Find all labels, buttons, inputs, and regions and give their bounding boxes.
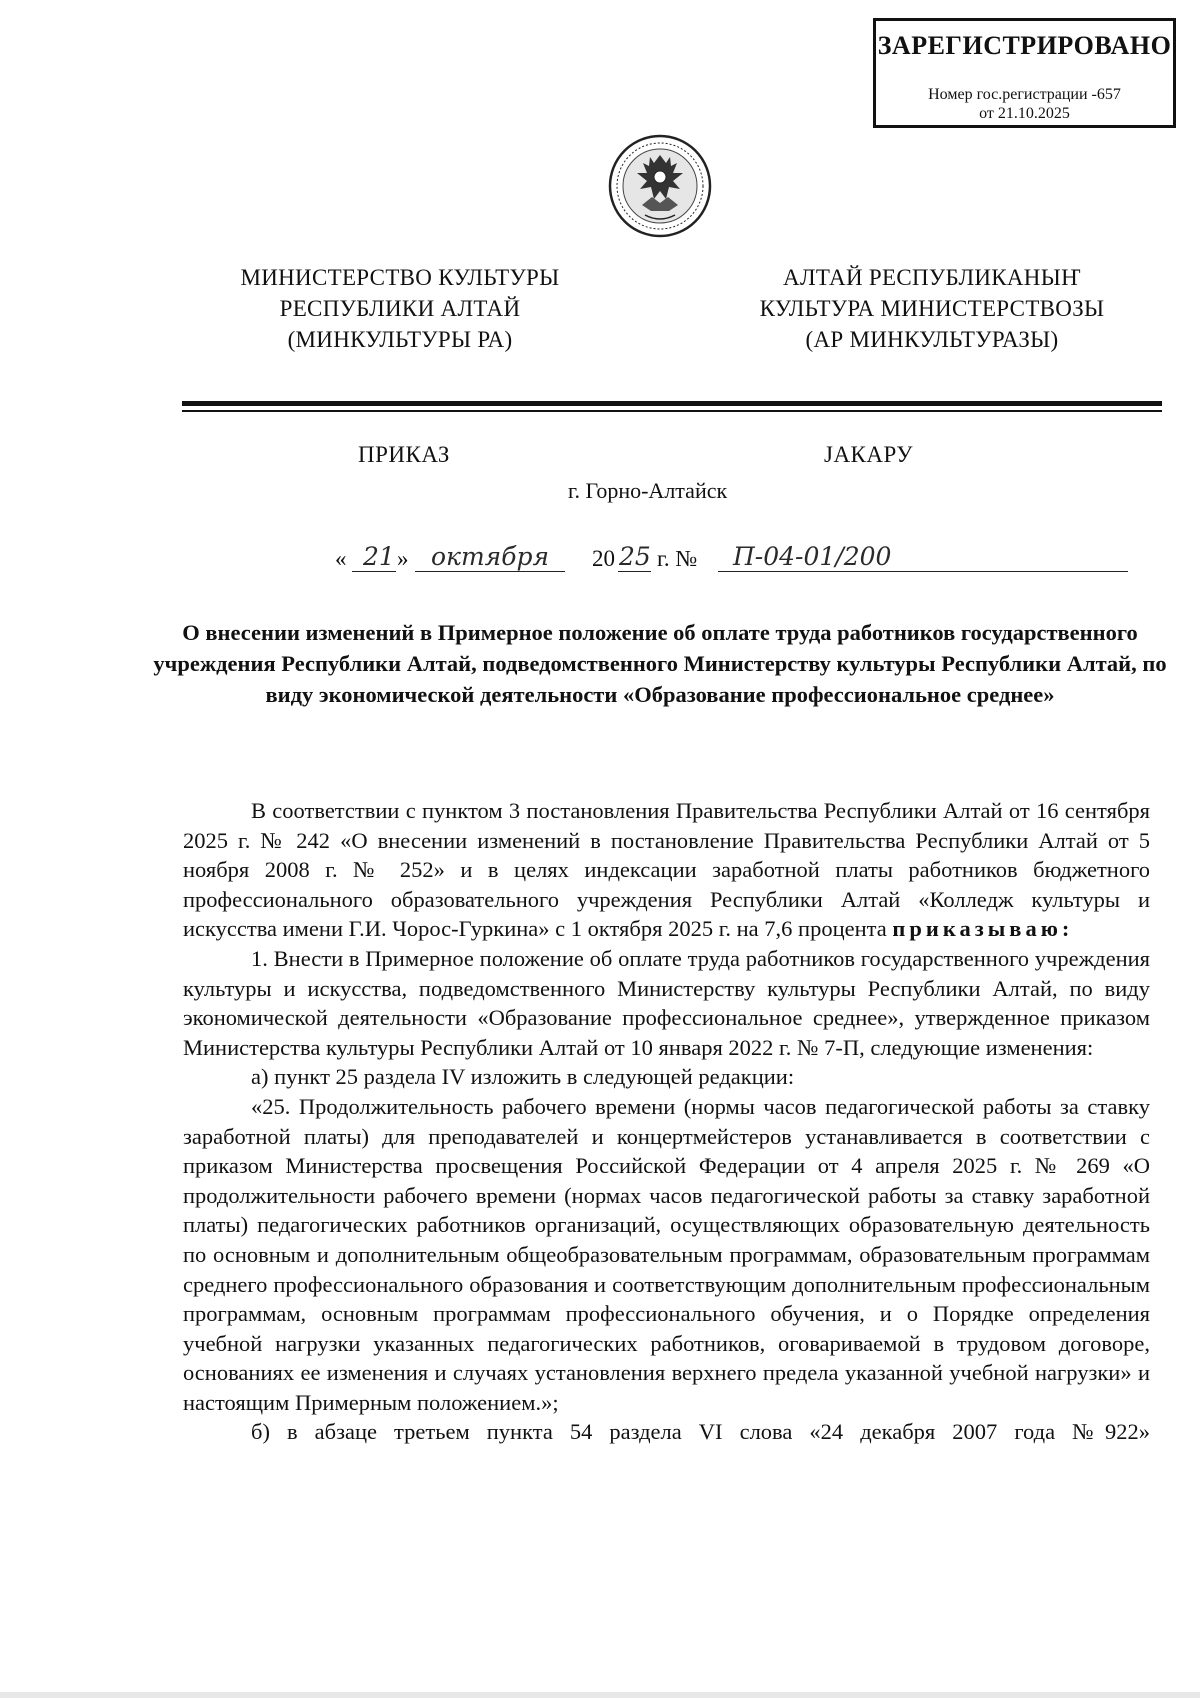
month-underline — [415, 571, 565, 572]
order-date-line — [335, 538, 1155, 578]
year-underline — [618, 571, 651, 572]
stamp-title: ЗАРЕГИСТРИРОВАНО — [877, 31, 1172, 60]
city-name: г. Горно-Алтайск — [568, 478, 728, 503]
paragraph-subitem-a: а) пункт 25 раздела IV изложить в следующей редакции: — [251, 1064, 795, 1090]
year-label: г. № — [657, 546, 698, 571]
document-body — [183, 796, 1150, 1447]
paragraph-item-1: 1. Внести в Примерное положение об оплате труда работников государственного учреждения культуры и искусства, подведомственного Министерству культуры Республики Алтай, по виду экономической деятельности «Образование профессиональное среднее», утвержденное приказом Министерства культуры Республики Алтай от 10 января 2022 г. № 7-П, следующие изменения: — [183, 945, 1150, 1060]
number-underline — [718, 571, 1128, 572]
scan-bottom-edge — [0, 1692, 1200, 1698]
ministry-alt-line-1: АЛТАЙ РЕСПУБЛИКАНЫҤ — [783, 265, 1081, 290]
ministry-name-altai — [742, 262, 1122, 355]
handwritten-month: октября — [431, 542, 550, 571]
stamp-reg-number: Номер гос.регистрации -657 — [928, 86, 1121, 103]
date-quote-close: » — [397, 546, 409, 571]
header-divider-thin — [182, 410, 1162, 412]
paragraph-preamble — [183, 796, 1150, 944]
ministry-ru-line-1: МИНИСТЕРСТВО КУЛЬТУРЫ — [240, 265, 560, 290]
paragraph-quoted-item-25: «25. Продолжительность рабочего времени (нормы часов педагогической работы за ставку заработной платы) для преподавателей и концертмейстеров устанавливается в соответствии с приказом Министерства просвещения Российской Федерации от 4 апреля 2025 г. № 269 «О продолжительности рабочего времени (нормах часов педагогической работы за ставку заработной платы) педагогических работников организаций, осуществляющих образовательную деятельность по основным и дополнительным общеобразовательным программам, образовательным программам среднего профессионального образования и соответствующим дополнительным профессиональным программам, основным программам профессионального обучения, и о Порядке определения учебной нагрузки указанных педагогических работников, оговариваемой в трудовом договоре, основаниях ее изменения и случаях установления верхнего предела указанной учебной нагрузки» и настоящим Примерным положением.»; — [183, 1093, 1150, 1415]
registration-stamp — [873, 18, 1176, 128]
order-directive: приказываю: — [892, 916, 1074, 942]
coat-of-arms-emblem — [607, 133, 713, 239]
stamp-reg-date: от 21.10.2025 — [979, 105, 1070, 122]
ministry-name-russian — [190, 262, 610, 355]
document-title: О внесении изменений в Примерное положение об оплате труда работников государственного учреждения Республики Алтай, подведомственного Министерству культуры Республики Алтай, по виду экономической деятельности «Образование профессиональное среднее» — [153, 620, 1167, 707]
header-divider-thick — [182, 401, 1162, 406]
ministry-alt-line-3: (АР МИНКУЛЬТУРАЗЫ) — [805, 327, 1059, 352]
day-underline — [352, 571, 396, 572]
order-word-altai: ЈАКАРУ — [824, 442, 914, 467]
ministry-alt-line-2: КУЛЬТУРА МИНИСТЕРСТВОЗЫ — [759, 296, 1105, 321]
ministry-ru-line-2: РЕСПУБЛИКИ АЛТАЙ — [279, 296, 521, 321]
handwritten-year: 25 — [619, 542, 651, 571]
year-prefix: 20 — [592, 546, 615, 571]
preamble-text: В соответствии с пунктом 3 постановления Правительства Республики Алтай от 16 сентября 2025 г. № 242 «О внесении изменений в постановление Правительства Республики Алтай от 5 ноября 2008 г. № 252» и в целях индексации заработной платы работников бюджетного профессионального образовательного учреждения Республики Алтай «Колледж культуры и искусства имени Г.И. Чорос-Гуркина» с 1 октября 2025 г. на 7,6 процента — [183, 798, 1150, 942]
date-quote-open: « — [335, 546, 347, 571]
ministry-ru-line-3: (МИНКУЛЬТУРЫ РА) — [287, 327, 513, 352]
handwritten-day: 21 — [363, 542, 395, 571]
paragraph-subitem-b: б) в абзаце третьем пункта 54 раздела VI слова «24 декабря 2007 года №922» — [251, 1419, 1150, 1445]
handwritten-order-number: П-04-01/200 — [733, 542, 892, 571]
order-word-russian: ПРИКАЗ — [358, 442, 450, 467]
